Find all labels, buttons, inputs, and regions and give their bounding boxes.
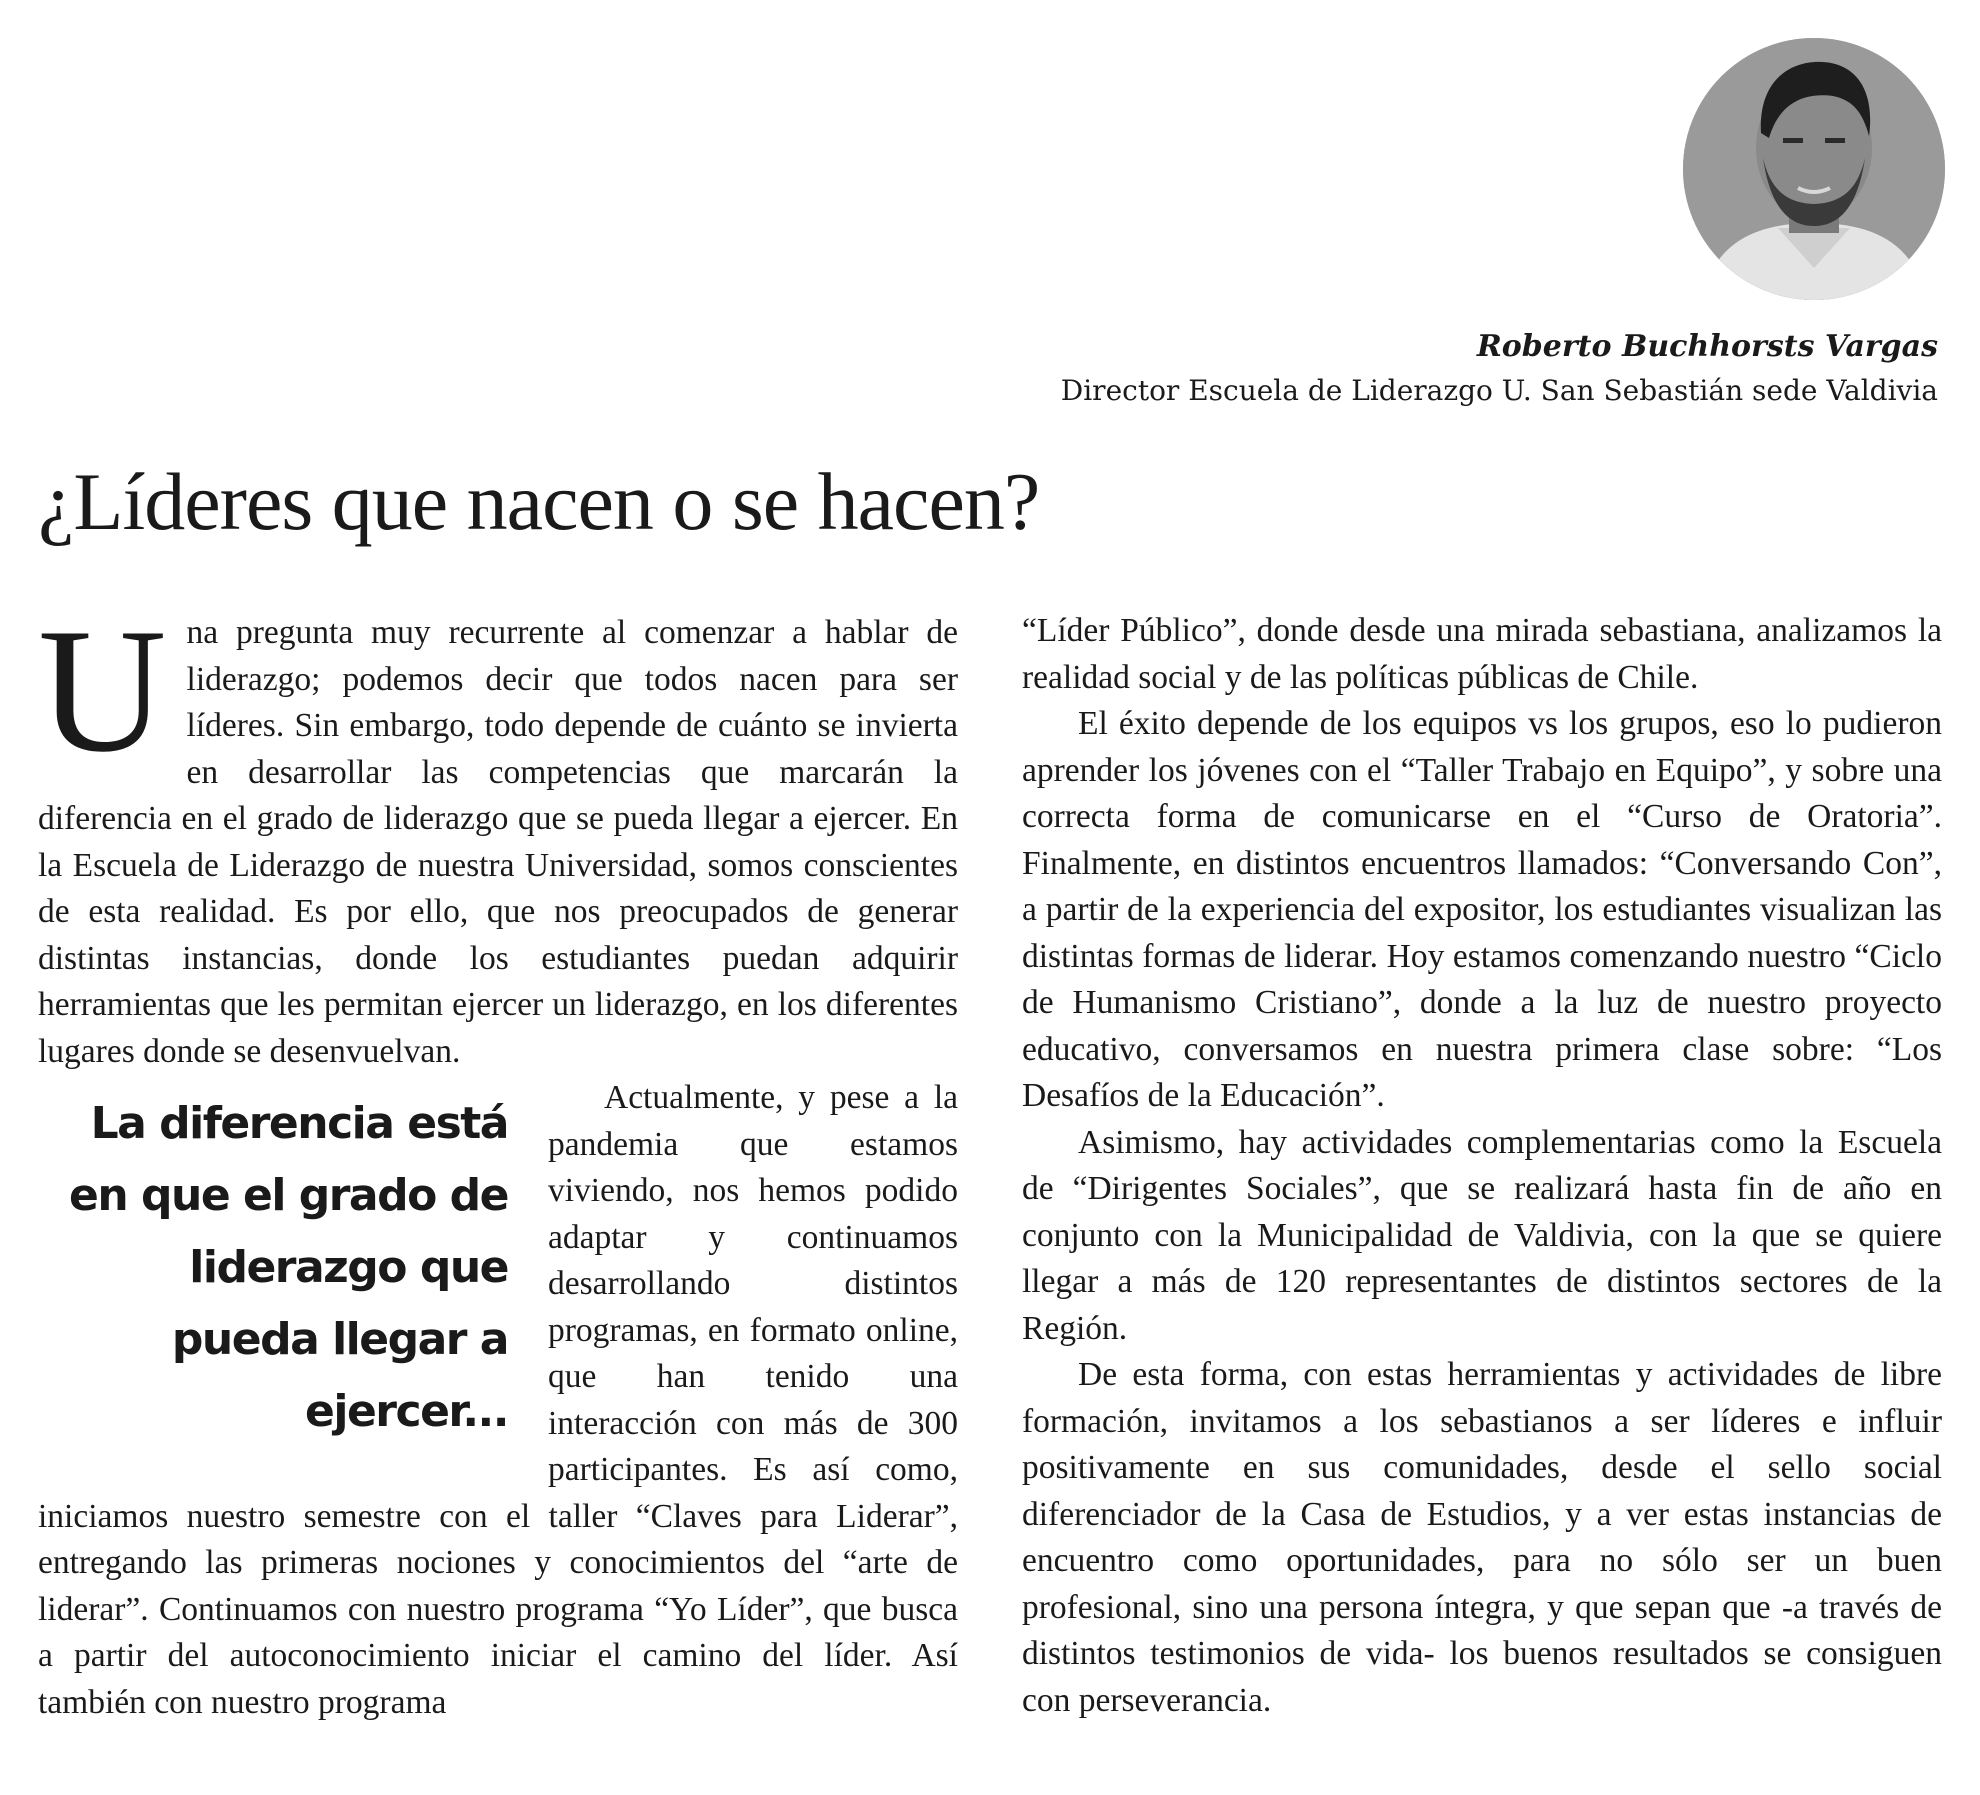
pull-quote: La diferencia está en que el grado de liderazgo que pueda llegar a ejercer...	[69, 1098, 508, 1437]
left-column	[38, 591, 958, 1726]
headline: ¿Líderes que nacen o se hacen?	[38, 456, 1040, 547]
byline	[1061, 325, 1938, 413]
drop-cap: U	[38, 591, 167, 789]
author-portrait-photo	[1683, 38, 1945, 300]
body-paragraph: na pregunta muy recurrente al comenzar a hablar de liderazgo; podemos decir que todos nacen para ser líderes. Sin embargo, todo depende de cuánto se invierta en desarrollar las competencias que marcarán la diferencia en el grado de liderazgo que se pueda llegar a ejercer. En la Escuela de Liderazgo de nuestra Universidad, somos conscientes de esta realidad. Es por ello, que nos preocupados de generar distintas instancias, donde los estudiantes puedan adquirir herramientas que les permitan ejercer un liderazgo, en los diferentes lugares donde se desenvuelvan.	[38, 614, 958, 1070]
right-column	[1022, 608, 1942, 1724]
body-paragraph: Asimismo, hay actividades complementarias como la Escuela de “Dirigentes Sociales”, que se realizará hasta fin de año en conjunto con la Municipalidad de Valdivia, con la que se quiere llegar a más de 120 representantes de distintos sectores de la Región.	[1022, 1123, 1942, 1347]
author-role: Director Escuela de Liderazgo U. San Sebastián sede Valdivia	[1060, 374, 1938, 407]
body-paragraph: “Líder Público”, donde desde una mirada sebastiana, analizamos la realidad social y de las políticas públicas de Chile.	[1022, 612, 1942, 696]
author-name: Roberto Buchhorsts Vargas	[1476, 329, 1938, 364]
body-paragraph: De esta forma, con estas herramientas y actividades de libre formación, invitamos a los sebastianos a ser líderes e influir positivamente en sus comunidades, desde el sello social diferenciador de la Casa de Estudios, y a ver estas instancias de encuentro como oportunidades, para no sólo ser un buen profesional, sino una persona íntegra, y que sepan que -a través de distintos testimonios de vida- los buenos resultados se consiguen con perseverancia.	[1022, 1356, 1942, 1719]
body-paragraph: El éxito depende de los equipos vs los grupos, eso lo pudieron aprender los jóvenes con el “Taller Trabajo en Equipo”, y sobre una correcta forma de comunicarse en el “Curso de Oratoria”. Finalmente, en distintos encuentros llamados: “Conversando Con”, a partir de la experiencia del expositor, los estudiantes visualizan las distintas formas de liderar. Hoy estamos comenzando nuestro “Ciclo de Humanismo Cristiano”, donde a la luz de nuestro proyecto educativo, conversamos en nuestra primera clase sobre: “Los Desafíos de la Educación”.	[1022, 705, 1942, 1114]
body-paragraph: Actualmente, y pese a la pandemia que estamos viviendo, nos hemos podido adaptar y continuamos desarrollando distintos programas, en formato online, que han tenido una interacción con más de 300 participantes. Es así como, iniciamos nuestro semestre con el taller “Claves para Liderar”, entregando las primeras nociones y conocimientos del “arte de liderar”. Continuamos con nuestro programa “Yo Líder”, que busca a partir del autoconocimiento iniciar el camino del líder. Así también con nuestro programa	[38, 1079, 958, 1721]
portrait-illustration	[1683, 38, 1945, 300]
